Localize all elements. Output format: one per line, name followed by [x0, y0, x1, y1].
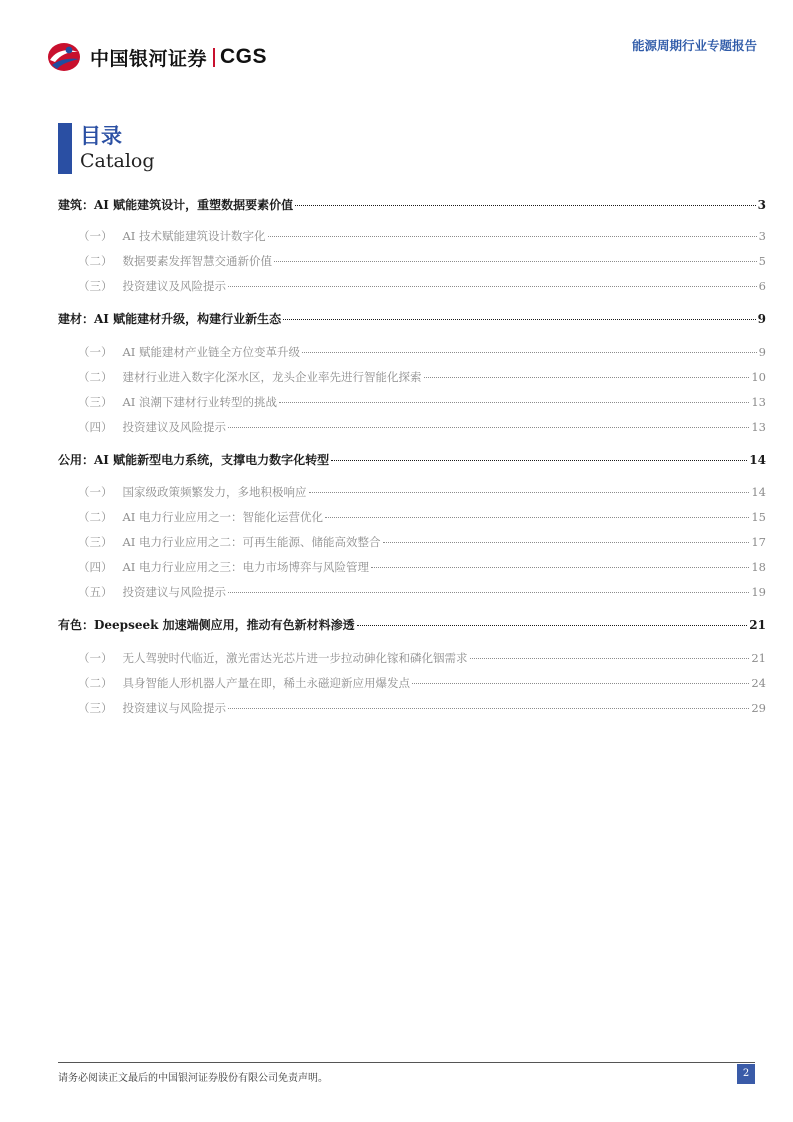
toc-page-number: 10	[751, 370, 766, 384]
toc-dot-leader	[228, 427, 749, 428]
toc-subsection-entry[interactable]	[58, 675, 766, 695]
toc-entry-number: （五）	[78, 585, 113, 599]
toc-subsection-entry[interactable]	[58, 344, 766, 364]
toc-entry-number: （一）	[78, 229, 113, 243]
toc-entry-label: 建材：AI 赋能建材升级，构建行业新生态	[58, 312, 282, 326]
toc-entry-label: 无人驾驶时代临近，激光雷达光芯片进一步拉动砷化镓和磷化铟需求	[122, 651, 468, 665]
toc-subsection-entry[interactable]	[58, 650, 766, 670]
toc-entry-label: 数据要素发挥智慧交通新价值	[122, 254, 272, 268]
toc-entry-label: 有色：Deepseek 加速端侧应用，推动有色新材料渗透	[58, 618, 355, 632]
toc-page-number: 21	[751, 651, 766, 665]
toc-dot-leader	[228, 708, 749, 709]
page-number-badge: 2	[737, 1064, 755, 1084]
toc-page-number: 3	[758, 229, 766, 243]
toc-dot-leader	[302, 352, 757, 353]
toc-dot-leader	[383, 542, 750, 543]
toc-page-number: 17	[751, 535, 766, 549]
toc-dot-leader	[228, 286, 757, 287]
toc-entry-label: 建材行业进入数字化深水区，龙头企业率先进行智能化探索	[122, 370, 422, 384]
company-logo	[46, 40, 267, 74]
toc-subsection-entry[interactable]	[58, 394, 766, 414]
toc-entry-label: 公用：AI 赋能新型电力系统，支撑电力数字化转型	[58, 453, 330, 467]
toc-page-number: 21	[749, 618, 766, 632]
logo-divider	[213, 48, 215, 67]
toc-subsection-entry[interactable]	[58, 369, 766, 389]
toc-entry-number: （三）	[78, 535, 113, 549]
toc-subsection-entry[interactable]	[58, 484, 766, 504]
toc-subtitle: Catalog	[80, 150, 155, 172]
toc-section-entry[interactable]	[58, 616, 766, 636]
toc-page-number: 13	[751, 395, 766, 409]
toc-subsection-entry[interactable]	[58, 559, 766, 579]
toc-entry-number: （四）	[78, 420, 113, 434]
toc-dot-leader	[325, 517, 749, 518]
toc-section-entry[interactable]	[58, 310, 766, 330]
toc-entry-number: （四）	[78, 560, 113, 574]
toc-page-number: 18	[751, 560, 766, 574]
toc-entry-number: （三）	[78, 395, 113, 409]
toc-entry-label: 国家级政策频繁发力，多地积极响应	[122, 485, 307, 499]
toc-entry-number: （二）	[78, 370, 113, 384]
toc-page-number: 14	[751, 485, 766, 499]
cgs-logo-icon	[46, 41, 82, 73]
toc-entry-label: AI 电力行业应用之一：智能化运营优化	[122, 510, 324, 524]
toc-entry-number: （一）	[78, 651, 113, 665]
toc-page-number: 29	[751, 701, 766, 715]
toc-page-number: 6	[758, 279, 766, 293]
toc-subsection-entry[interactable]	[58, 253, 766, 273]
toc-entry-label: AI 电力行业应用之二：可再生能源、储能高效整合	[122, 535, 381, 549]
toc-entry-number: （三）	[78, 701, 113, 715]
toc-entry-number: （二）	[78, 510, 113, 524]
toc-page-number: 13	[751, 420, 766, 434]
toc-subsection-entry[interactable]	[58, 419, 766, 439]
toc-dot-leader	[371, 567, 749, 568]
footer-divider	[58, 1062, 755, 1063]
footer-disclaimer: 请务必阅读正文最后的中国银河证券股份有限公司免责声明。	[58, 1073, 328, 1084]
toc-page-number: 14	[749, 453, 766, 467]
toc-subsection-entry[interactable]	[58, 700, 766, 720]
toc-entry-number: （一）	[78, 485, 113, 499]
company-abbr: CGS	[220, 45, 268, 68]
toc-section-entry[interactable]	[58, 196, 766, 216]
toc-dot-leader	[331, 460, 747, 461]
toc-dot-leader	[424, 377, 750, 378]
toc-entry-label: 投资建议与风险提示	[122, 585, 226, 599]
toc-page-number: 5	[758, 254, 766, 268]
toc-page-number: 15	[751, 510, 766, 524]
toc-entry-number: （三）	[78, 279, 113, 293]
toc-entry-label: AI 浪潮下建材行业转型的挑战	[122, 395, 278, 409]
toc-page-number: 3	[757, 198, 766, 212]
toc-entry-label: 具身智能人形机器人产量在即，稀土永磁迎新应用爆发点	[122, 676, 410, 690]
toc-page-number: 19	[751, 585, 766, 599]
toc-entry-label: AI 技术赋能建筑设计数字化	[122, 229, 266, 243]
toc-entry-label: AI 电力行业应用之三：电力市场博弈与风险管理	[122, 560, 370, 574]
toc-subsection-entry[interactable]	[58, 228, 766, 248]
toc-dot-leader	[279, 402, 749, 403]
toc-entry-number: （二）	[78, 676, 113, 690]
toc-page-number: 9	[758, 345, 766, 359]
toc-dot-leader	[228, 592, 749, 593]
toc-dot-leader	[412, 683, 749, 684]
toc-dot-leader	[295, 205, 756, 206]
toc-entry-label: 投资建议及风险提示	[122, 420, 226, 434]
toc-subsection-entry[interactable]	[58, 278, 766, 298]
toc-subsection-entry[interactable]	[58, 509, 766, 529]
toc-dot-leader	[357, 625, 748, 626]
toc-title: 目录	[80, 123, 122, 148]
toc-entry-label: 建筑：AI 赋能建筑设计，重塑数据要素价值	[58, 198, 294, 212]
toc-subsection-entry[interactable]	[58, 534, 766, 554]
report-type-label: 能源周期行业专题报告	[631, 38, 757, 53]
toc-page-number: 24	[751, 676, 766, 690]
toc-entry-label: 投资建议与风险提示	[122, 701, 226, 715]
toc-dot-leader	[283, 319, 756, 320]
toc-dot-leader	[274, 261, 757, 262]
toc-accent-bar	[58, 123, 72, 174]
toc-dot-leader	[470, 658, 750, 659]
toc-entry-label: AI 赋能建材产业链全方位变革升级	[122, 345, 301, 359]
toc-dot-leader	[268, 236, 757, 237]
toc-entry-number: （二）	[78, 254, 113, 268]
toc-dot-leader	[309, 492, 750, 493]
toc-subsection-entry[interactable]	[58, 584, 766, 604]
toc-section-entry[interactable]	[58, 451, 766, 471]
toc-entry-label: 投资建议及风险提示	[122, 279, 226, 293]
toc-page-number: 9	[757, 312, 766, 326]
company-name: 中国银河证券	[90, 47, 208, 70]
toc-entry-number: （一）	[78, 345, 113, 359]
